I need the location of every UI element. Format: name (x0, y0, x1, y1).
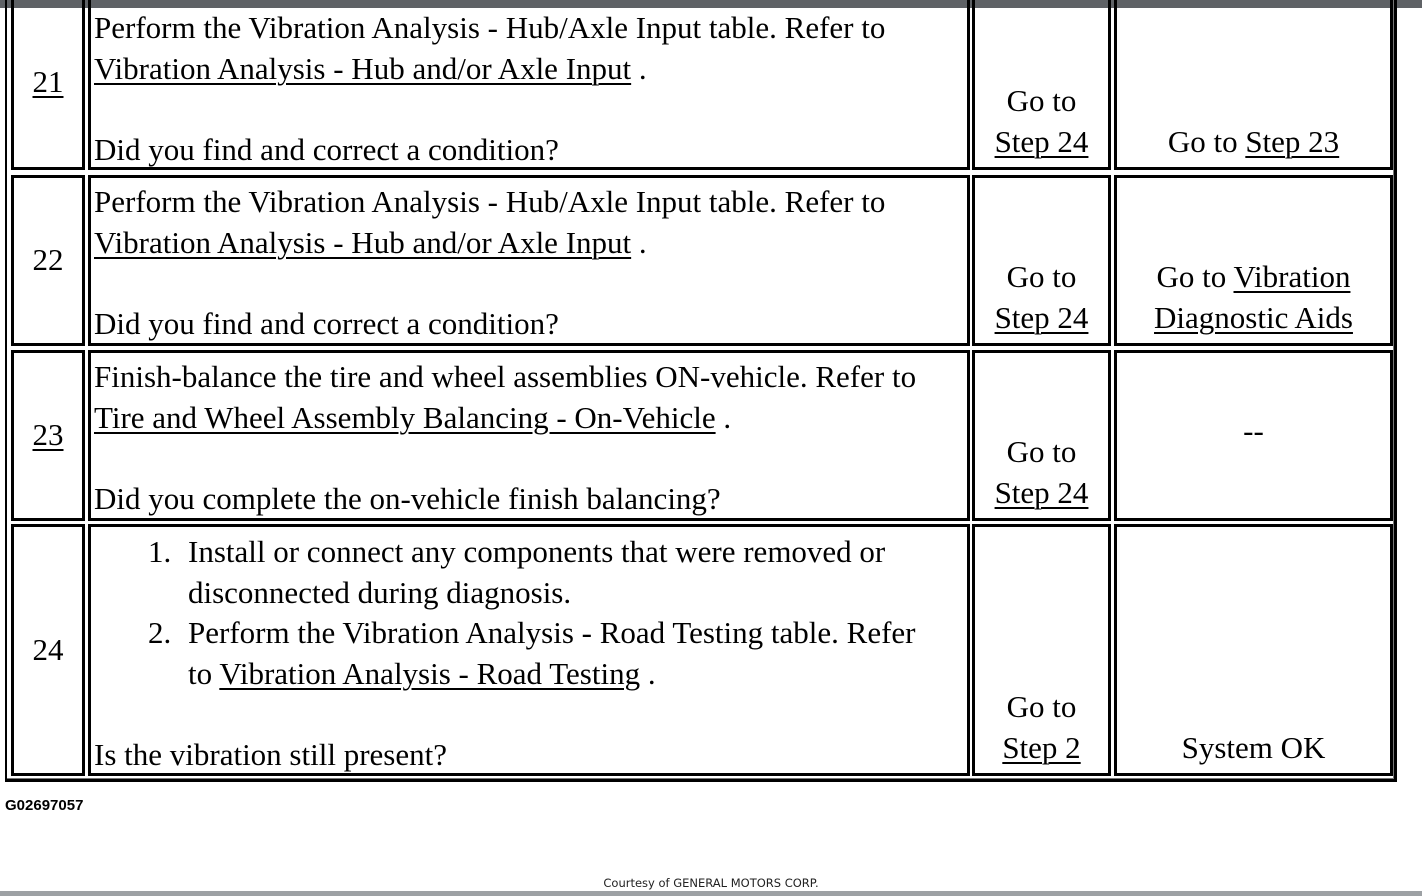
action-text: Finish-balance the tire and wheel assemblies ON-vehicle. Refer to (94, 359, 917, 394)
question-text: Did you find and correct a condition? (94, 305, 559, 341)
no-cell-24 (1114, 524, 1393, 776)
no-prefix: Go to (1156, 259, 1234, 294)
yes-cell-22 (972, 175, 1111, 346)
question-text: Is the vibration still present? (94, 736, 447, 772)
action-text: Perform the Vibration Analysis - Hub/Axle Input table. Refer to (94, 10, 886, 45)
no-step-link[interactable]: Step 23 (1245, 123, 1340, 159)
link-suffix: . (631, 50, 647, 86)
yes-prefix: Go to (1006, 83, 1077, 118)
yes-cell-23 (972, 350, 1111, 521)
action-cell-23 (88, 350, 970, 521)
reference-link[interactable]: Vibration Analysis - Road Testing (219, 655, 641, 691)
yes-step-link[interactable]: Step 2 (1002, 729, 1081, 765)
yes-step-link[interactable]: Step 24 (994, 299, 1089, 335)
no-cell-23 (1114, 350, 1393, 521)
question-text: Did you complete the on-vehicle finish balancing? (94, 480, 721, 516)
step-number-link[interactable]: 23 (32, 417, 64, 453)
reference-link[interactable]: Vibration Analysis - Hub and/or Axle Input (94, 50, 632, 86)
question-text: Did you find and correct a condition? (94, 131, 559, 167)
step-cell-23 (11, 350, 85, 521)
no-prefix: Go to (1167, 123, 1246, 159)
no-result-text: -- (1243, 413, 1264, 449)
action-cell-21 (88, 0, 970, 170)
step-number-link[interactable]: 21 (32, 63, 64, 99)
no-cell-21 (1114, 0, 1393, 170)
action-step-item: 1. Install or connect any components that were removed or disconnected during diagnosis. (179, 532, 967, 613)
no-result-text: System OK (1181, 729, 1326, 765)
yes-step-link[interactable]: Step 24 (994, 474, 1089, 510)
yes-cell-21 (972, 0, 1111, 170)
vibration-diagnostic-aids-link-cont[interactable]: Diagnostic Aids (1154, 299, 1353, 335)
vibration-diagnostic-aids-link[interactable]: Vibration (1233, 259, 1351, 294)
step-cell-24 (11, 524, 85, 776)
step-number: 22 (32, 242, 64, 278)
link-suffix: . (631, 224, 647, 260)
yes-prefix: Go to (1006, 434, 1077, 469)
action-steps-list (94, 532, 967, 694)
link-suffix: . (715, 399, 732, 435)
step-cell-22 (11, 175, 85, 346)
action-cell-22 (88, 175, 970, 346)
yes-cell-24 (972, 524, 1111, 776)
action-step-item: 2. Perform the Vibration Analysis - Road Testing table. Refer to Vibration Analysis - Road Testing . (179, 613, 967, 694)
step-number: 24 (32, 631, 64, 667)
figure-id: G02697057 (5, 797, 84, 814)
action-text: Perform the Vibration Analysis - Hub/Axle Input table. Refer to (94, 184, 886, 219)
yes-prefix: Go to (1006, 259, 1077, 294)
reference-link[interactable]: Vibration Analysis - Hub and/or Axle Input (94, 224, 632, 260)
courtesy-credit: Courtesy of GENERAL MOTORS CORP. (603, 876, 819, 890)
action-cell-24 (88, 524, 970, 776)
bottom-toolbar-edge (0, 891, 1422, 896)
yes-step-link[interactable]: Step 24 (994, 123, 1089, 159)
no-cell-22 (1114, 175, 1393, 346)
step-cell-21 (11, 0, 85, 170)
yes-prefix: Go to (1006, 689, 1077, 724)
reference-link[interactable]: Tire and Wheel Assembly Balancing - On-Vehicle (94, 399, 716, 435)
